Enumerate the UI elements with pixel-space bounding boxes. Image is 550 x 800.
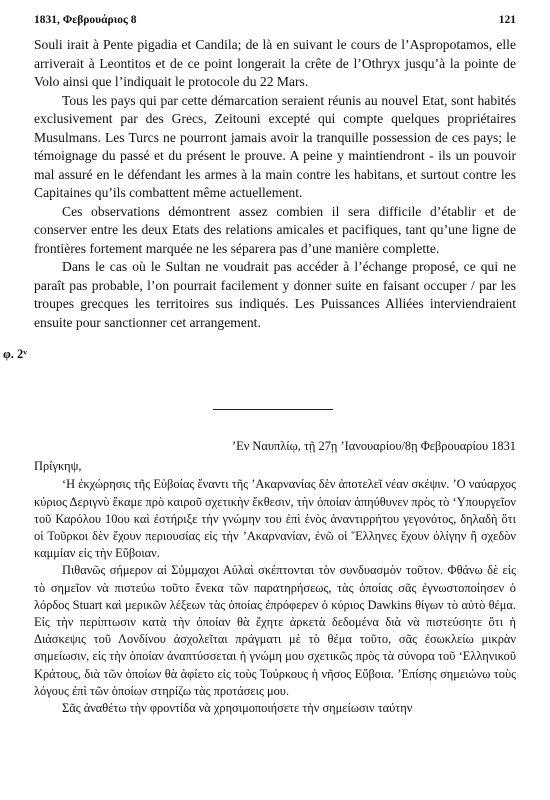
header-date: 1831, Φεβρουάριος 8 bbox=[34, 14, 137, 26]
french-paragraph-1: Souli irait à Pente pigadia et Candila; de là en suivant le cours de l’Aspropotamos, elle arriverait à Leontitos et de ce point longerait la crête de l’Othryx jusqu’à la pointe de Volo ainsi que l’indiquait le protocole du 22 Mars. bbox=[34, 37, 516, 89]
greek-text-block bbox=[34, 438, 516, 717]
greek-paragraph-1: ‘Η ἐκχώρησις τῆς Εὐβοίας ἔναντι τῆς ’Ακαρνανίας δὲν ἀποτελεῖ νέαν σκέψιν. ’Ο ναύαρχος κύριος Δεριγνὺ ἔκαμε πρὸ καιροῦ σχετικὴν ἔκθεσιν, τὴν ὁποίαν ἀπηύθυνεν πρὸς τὸ ‘Υπουργεῖον τοῦ Καρόλου 10ου καὶ ἐστήριξε τὴν γνώμην του ἐπὶ ἑνὸς ἀναντιρρήτου γεγονότος, δηλαδὴ ὅτι οἱ Τοῦρκοι δὲν ἔχουν περιουσίας εἰς τὴν ’Ακαρνανίαν, ἐνῶ οἱ Ἕλληνες ἔχουν ὀλίγην ἢ σχεδὸν καμμίαν εἰς τὴν Εὔβοιαν. bbox=[34, 477, 516, 561]
section-divider bbox=[213, 409, 333, 410]
greek-salutation: Πρίγκηψ, bbox=[34, 459, 82, 474]
greek-dateline: ’Εν Ναυπλίῳ, τῇ 27ῃ ’Ιανουαρίου/8ῃ Φεβρουαρίου 1831 bbox=[232, 439, 516, 453]
greek-paragraph-2: Πιθανῶς σήμερον αἱ Σύμμαχοι Αὐλαὶ σκέπτονται τὸν συνδυασμὸν τοῦτον. Φθάνω δὲ εἰς τὸ σημεῖον νὰ πιστεύω τοῦτο ἕνεκα τῶν παρατηρήσεως, τὰς ὁποίας σᾶς ἐγνωστοποίησεν ὁ λόρδος Stuart καὶ μερικῶν λέξεων τὰς ὁποίας ἐπρόφερεν ὁ κύριος Dawkins θίγων τὸ αὐτὸ θέμα. Εἰς τὴν περίπτωσιν κατὰ τὴν ὁποίαν θὰ ἔχητε ἀρκετὰ δεδομένα διὰ νὰ πιστεύσητε ὅτι ἡ Διάσκεψις τοῦ Λονδίνου ἀσχολεῖται πράγματι μὲ τὸ θέμα τοῦτο, σᾶς ἐσωκλείω μικρὰν σημείωσιν, εἰς τὴν ὁποίαν ἀναπτύσσεται ἡ γνώμη μου σχετικῶς πρὸς τὰ σύνορα τοῦ ‘Ελληνικοῦ Κράτους, διὰ τῶν ὁποίων θὰ ἀφίετο εἰς τοὺς Τούρκους ἡ νῆσος Εὔβοια. ’Επίσης σημειώνω τοὺς λόγους ἐπὶ τῶν ὁποίων στηρίζω τὰς προτάσεις μου. bbox=[34, 563, 516, 698]
french-text-block bbox=[34, 36, 516, 332]
french-paragraph-4: Dans le cas où le Sultan ne voudrait pas accéder à l’échange proposé, ce qui ne paraît pas probable, l’on pourrait facilement y donner suite en faisant occuper / par les troupes grecques les territoires sus indiqués. Les Puissances Alliées interviendraient ensuite pour sanctionner cet arrangement. bbox=[34, 259, 516, 330]
french-paragraph-2: Tous les pays qui par cette démarcation seraient réunis au nouvel Etat, sont habités exclusivement par des Grecs, Zeitouni excepté qui compte quelques propriétaires Musulmans. Les Turcs ne pourront jamais avoir la tranquille possession de ces pays; le témoignage du passé et du présent le prouve. A peine y maintiendront - ils un pouvoir mal assuré en le défendant les armes à la main contre les habitans, et surtout contre les Capitaines qu’ils combattent même actuellement. bbox=[34, 92, 516, 200]
running-header bbox=[34, 14, 516, 30]
greek-paragraph-3: Σᾶς ἀναθέτω τὴν φροντίδα νὰ χρησιμοποιήσετε τὴν σημείωσιν ταύτην bbox=[62, 701, 413, 716]
page-number: 121 bbox=[498, 14, 516, 26]
folio-margin-note: φ. 2ᵛ bbox=[3, 347, 28, 361]
french-paragraph-3: Ces observations démontrent assez combien il sera difficile d’établir et de conserver entre les deux Etats des relations amicales et pacifiques, tant qu’une ligne de frontières fortement marquée ne les séparera pas d’une manière complette. bbox=[34, 203, 516, 256]
